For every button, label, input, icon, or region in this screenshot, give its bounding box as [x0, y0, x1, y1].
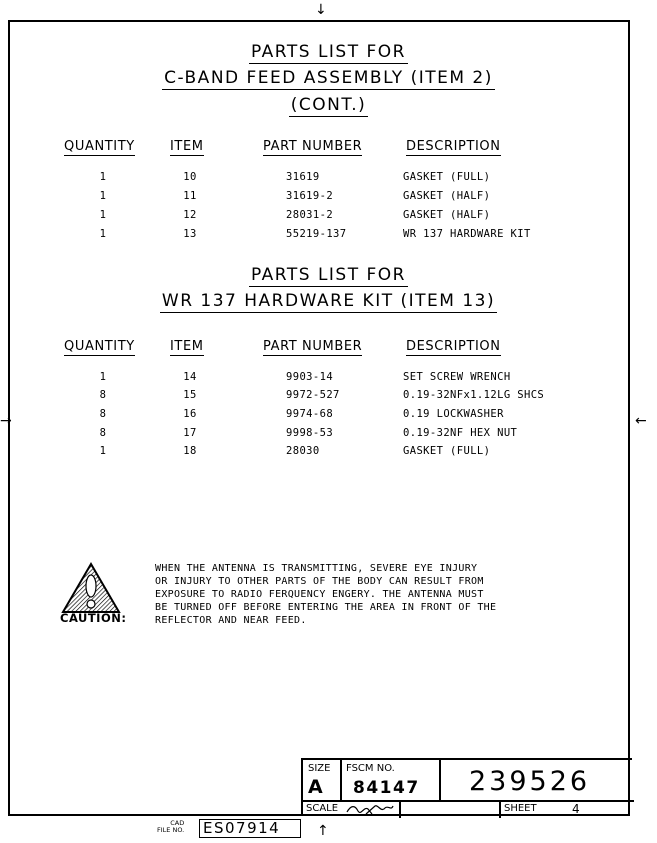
section1-header-item: ITEM — [170, 139, 204, 154]
section1-header-part-number: PART NUMBER — [263, 139, 363, 154]
row-description: 0.19-32NFx1.12LG SHCS — [403, 389, 545, 401]
section2-header-quantity: QUANTITY — [64, 339, 135, 354]
right-center-arrow-icon: ← — [635, 413, 647, 429]
section1-row — [0, 171, 657, 189]
row-item: 11 — [183, 190, 197, 202]
row-item: 15 — [183, 389, 197, 401]
row-quantity: 8 — [99, 427, 107, 439]
section1-header-description: DESCRIPTION — [406, 139, 501, 154]
section1-row — [0, 209, 657, 227]
row-description: 0.19 LOCKWASHER — [403, 408, 504, 420]
row-quantity: 1 — [99, 171, 107, 183]
row-description: GASKET (HALF) — [403, 190, 491, 202]
section1-row — [0, 228, 657, 246]
row-quantity: 1 — [99, 228, 107, 240]
section2-row — [0, 408, 657, 429]
section2-row — [0, 389, 657, 407]
section2-header-item: ITEM — [170, 339, 204, 354]
bottom-center-arrow-icon: ↑ — [317, 823, 329, 839]
sheet-label: SHEET — [504, 803, 537, 814]
section2-header-description: DESCRIPTION — [406, 339, 501, 354]
section2-title-line2: WR 137 HARDWARE KIT (ITEM 13) — [161, 291, 496, 311]
section2-header-part-number: PART NUMBER — [263, 339, 363, 354]
section2-row — [0, 371, 657, 389]
row-part-number: 9903-14 — [286, 371, 334, 383]
caution-line: EXPOSURE TO RADIO FERQUENCY ENGERY. THE ANTENNA MUST — [155, 589, 484, 600]
title-block — [301, 758, 632, 816]
warning-triangle-icon — [61, 562, 121, 616]
row-item: 13 — [183, 228, 197, 240]
section1-row — [0, 190, 657, 208]
caution-line: REFLECTOR AND NEAR FEED. — [155, 615, 307, 626]
row-description: SET SCREW WRENCH — [403, 371, 511, 383]
row-item: 17 — [183, 427, 197, 439]
section1-title-line1: PARTS LIST FOR — [251, 42, 406, 62]
left-center-arrow-icon: → — [0, 413, 12, 429]
row-quantity: 1 — [99, 209, 107, 221]
sheet-value: 4 — [572, 802, 580, 816]
fscm-label: FSCM NO. — [346, 763, 395, 774]
row-part-number: 9974-68 — [286, 408, 334, 420]
row-part-number: 28031-2 — [286, 209, 334, 221]
row-part-number: 55219-137 — [286, 228, 347, 240]
row-description: GASKET (HALF) — [403, 209, 491, 221]
row-item: 18 — [183, 445, 197, 457]
top-center-arrow-icon: ↓ — [315, 2, 327, 18]
section2-row — [0, 427, 657, 445]
row-description: GASKET (FULL) — [403, 445, 491, 457]
size-label: SIZE — [308, 763, 331, 774]
row-quantity: 1 — [99, 445, 107, 457]
row-part-number: 9972-527 — [286, 389, 340, 401]
size-value: A — [308, 776, 323, 798]
row-description: 0.19-32NF HEX NUT — [403, 427, 518, 439]
caution-text — [155, 562, 585, 627]
row-quantity: 1 — [99, 190, 107, 202]
fscm-value: 84147 — [353, 778, 420, 798]
row-quantity: 1 — [99, 371, 107, 383]
cad-file-number: ES07914 — [199, 819, 301, 838]
section1-title-line2: C-BAND FEED ASSEMBLY (ITEM 2) — [164, 68, 493, 88]
row-part-number: 28030 — [286, 445, 320, 457]
row-description: WR 137 HARDWARE KIT — [403, 228, 531, 240]
drawing-number: 239526 — [469, 766, 591, 797]
row-part-number: 31619-2 — [286, 190, 334, 202]
row-item: 12 — [183, 209, 197, 221]
row-quantity: 8 — [99, 389, 107, 401]
row-quantity: 8 — [99, 408, 107, 420]
scale-label: SCALE — [306, 803, 339, 814]
cad-label-top: CAD — [170, 819, 185, 827]
caution-line: WHEN THE ANTENNA IS TRANSMITTING, SEVERE EYE INJURY — [155, 563, 478, 574]
caution-label: CAUTION: — [60, 611, 127, 625]
scale-none-scribble-icon — [345, 803, 395, 816]
row-part-number: 31619 — [286, 171, 320, 183]
caution-line: BE TURNED OFF BEFORE ENTERING THE AREA IN FRONT OF THE — [155, 602, 497, 613]
row-item: 16 — [183, 408, 197, 420]
row-description: GASKET (FULL) — [403, 171, 491, 183]
section2-row — [0, 445, 657, 463]
section1-title-line3: (CONT.) — [290, 95, 367, 115]
row-item: 14 — [183, 371, 197, 383]
caution-line: OR INJURY TO OTHER PARTS OF THE BODY CAN RESULT FROM — [155, 576, 484, 587]
cad-label-bottom: FILE NO. — [157, 826, 185, 834]
row-item: 10 — [183, 171, 197, 183]
section1-header-quantity: QUANTITY — [64, 139, 135, 154]
section2-title-line1: PARTS LIST FOR — [251, 265, 406, 285]
row-part-number: 9998-53 — [286, 427, 334, 439]
cad-file-label — [157, 820, 184, 834]
